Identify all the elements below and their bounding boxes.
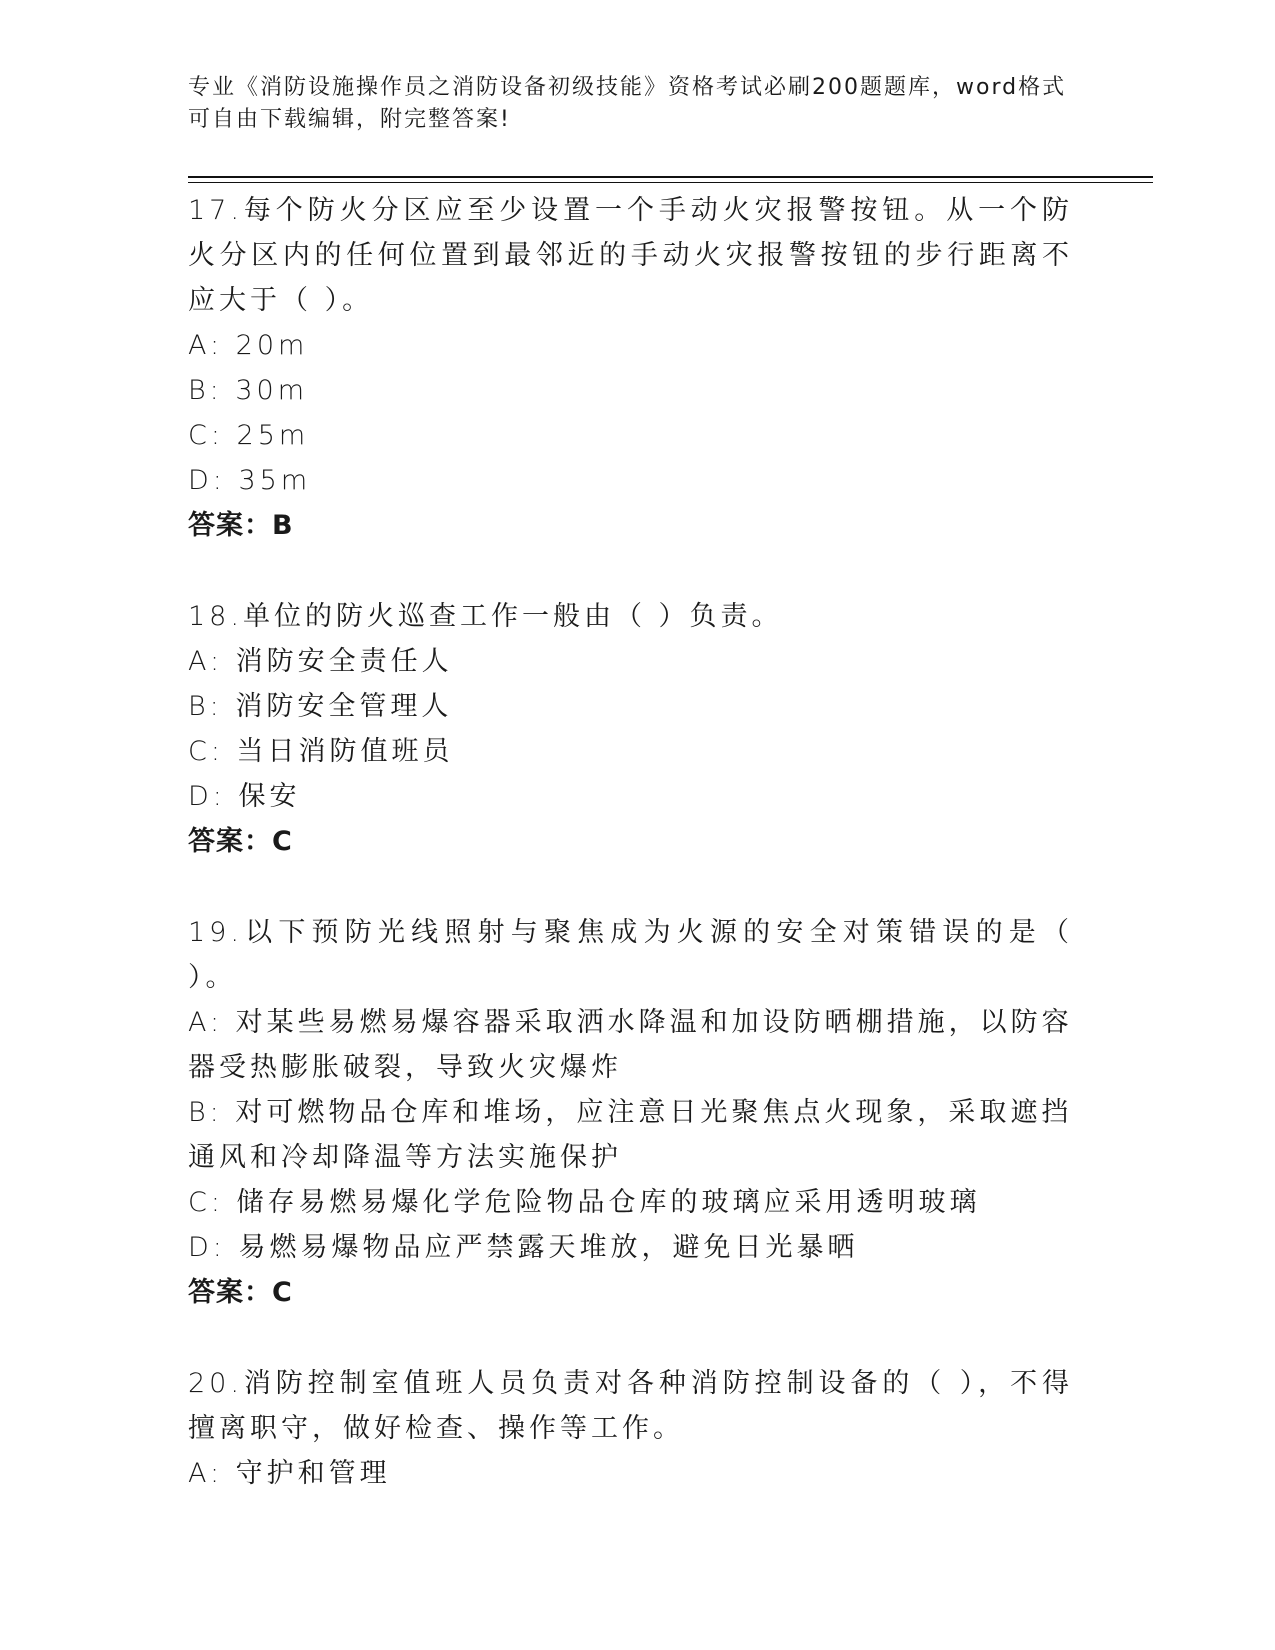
option-d: D: 易燃易爆物品应严禁露天堆放，避免日光暴晒 — [188, 1232, 859, 1263]
option-d: D: 35m — [188, 465, 312, 496]
option-a: A: 对某些易燃易爆容器采取洒水降温和加设防晒棚措施，以防容器受热膨胀破裂，导致火灾爆炸 — [188, 1007, 1073, 1083]
question-item — [188, 188, 1073, 548]
option-b: B: 消防安全管理人 — [188, 691, 453, 722]
header-divider-thin — [188, 182, 1153, 183]
header-divider-thick — [188, 176, 1153, 178]
document-header: 专业《消防设施操作员之消防设备初级技能》资格考试必刷200题题库，word格式可自由下载编辑，附完整答案! — [188, 75, 1067, 132]
question-item — [188, 594, 1073, 864]
option-c: C: 25m — [188, 420, 310, 451]
question-stem: 19.以下预防光线照射与聚焦成为火源的安全对策错误的是（ ）。 — [188, 917, 1073, 993]
option-b: B: 30m — [188, 375, 309, 406]
question-list — [188, 188, 1073, 1496]
answer-text: 答案：C — [188, 826, 293, 857]
answer-text: 答案：C — [188, 1277, 293, 1308]
option-c: C: 当日消防值班员 — [188, 736, 454, 767]
option-a: A: 20m — [188, 330, 309, 361]
option-a: A: 消防安全责任人 — [188, 646, 453, 677]
question-item — [188, 1361, 1073, 1496]
question-stem: 18.单位的防火巡查工作一般由（ ）负责。 — [188, 601, 783, 632]
question-stem: 17.每个防火分区应至少设置一个手动火灾报警按钮。从一个防火分区内的任何位置到最邻近的手动火灾报警按钮的步行距离不应大于（ ）。 — [188, 195, 1073, 316]
option-c: C: 储存易燃易爆化学危险物品仓库的玻璃应采用透明玻璃 — [188, 1187, 981, 1218]
option-b: B: 对可燃物品仓库和堆场，应注意日光聚焦点火现象，采取遮挡通风和冷却降温等方法实施保护 — [188, 1097, 1073, 1173]
question-stem: 20.消防控制室值班人员负责对各种消防控制设备的（ ），不得擅离职守，做好检查、操作等工作。 — [188, 1368, 1073, 1444]
option-a: A: 守护和管理 — [188, 1458, 391, 1489]
option-d: D: 保安 — [188, 781, 301, 812]
question-item — [188, 910, 1073, 1315]
answer-text: 答案：B — [188, 510, 294, 541]
